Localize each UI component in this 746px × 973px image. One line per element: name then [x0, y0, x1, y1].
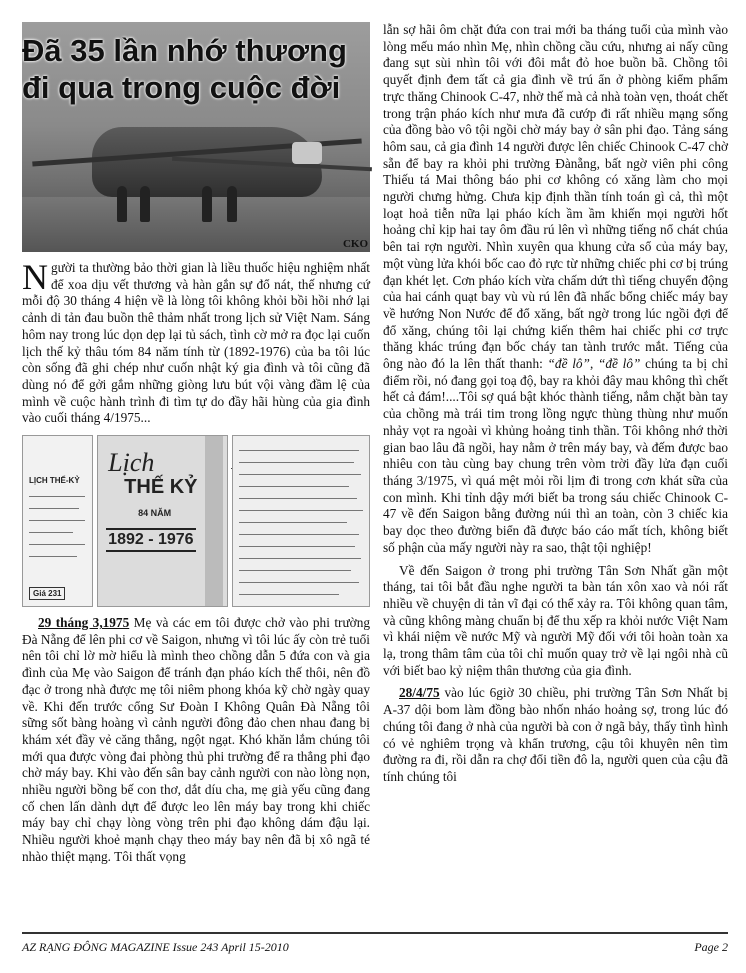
person-figure	[117, 186, 127, 222]
section1-date: 29 tháng 3,1975	[38, 615, 130, 631]
right-column	[383, 22, 728, 786]
section2-text: vào lúc 6giờ 30 chiều, phi trường Tân Sơn Nhất bị A-37 dội bom làm đồng bào nhốn nháo hoảng sợ, trong lúc đó chúng tôi đang ở nhà của người bà con ở ngã bảy, thấy tình hình có vẻ nghiêm trọng và khẩn trương, cậu tôi khuyên nên tìm đường ra đi, rồi dẫn ra chợ đổi tiền đô la, người quen của cậu đã tính chúng tôi	[383, 685, 728, 784]
book-price: Giá 231	[29, 587, 65, 600]
drop-cap: N	[22, 257, 48, 297]
quote-separator: ,	[589, 356, 599, 372]
intro-text: gười ta thường bảo thời gian là liều thuốc hiệu nghiệm nhất để xoa dịu vết thương và hàn gắn sự đổ nát, thế nhưng cứ mỗi độ 30 tháng 4 hiện về là lòng tôi không khỏi bồi hồi nhớ lại cảnh di tản đau buồn thê thảm nhất trong lịch sử Việt Nam. Sáng hôm nay trong lúc dọn dẹp lại tủ sách, tình cờ mở ra đọc lại cuốn lịch thế kỷ thâu tóm 84 năm tính từ (1892-1976) của ba tôi lúc còn sống đã ghi chép như cuốn nhật ký gia đình và tôi cũng đã dùng nó để gởi gắm những giòng lưu bút vội vàng đầm lệ của mình về cuộc hành trình đi tìm tự do đầy hãi hùng của gia đình vào cuối tháng 4/1975...	[22, 260, 370, 426]
book-small-label: LỊCH THẾ-KỶ	[29, 476, 80, 486]
book-title-page	[22, 435, 93, 607]
hero-photo	[22, 22, 370, 252]
book-handwritten-page	[232, 435, 370, 607]
right-text-1: lẫn sợ hãi ôm chặt đứa con trai mới ba tháng tuổi của mình vào lòng mếu máo nhìn Mẹ, nhìn chồng cầu cứu, nhưng ai nấy cũng đang sụt sùi nhìn tôi với đôi mắt đỏ hoe buồn bã. Chồng tôi quyết định đem tất cả gia đình về trú ẩn ở phòng kiểm phẩm trực thăng Chinook C-47, nhờ thế mà cả nhà toàn vẹn, thoát chết trong trận pháo kích như mưa đã cướp đi rất nhiều mạng sống của đồng bào vô tội ngồi chờ máy bay ở sân phi đạo. Tảng sáng hôm sau, cả gia đình 14 người được lên chiếc Chinook C-47 chờ sẵn để bay ra khỏi phi trường Đànẵng, bất ngờ viên phi công Thiếu tá Mai thông báo phi cơ không có xăng làm cho mọi người chưng hửng. Chưa kịp định thần tính toán gì cả, thì một loạt hoả tiễn nữa lại pháo kích ầm ầm khiến mọi người hốt hoảng chỉ kịp hai tay ôm đầu rú lên vì những tiếng nổ chát chúa bên tai rợn người. Nhìn xuyên qua khung cửa sổ của máy bay, một vùng lửa khói bốc cao đỏ rực từ những chiếc phi cơ bị trúng đạn khét lẹt. Cơn pháo kích vừa chấm dứt thì tiếng chuyển động của hai cánh quạt bay vù vù rú lên đã nhấc bổng chiếc máy bay về hướng Non Nước để đổ xăng, bất ngờ trong lúc ngồi đợi để đổ xăng, chúng tôi lại chứng kiến thêm hai chiếc phi cơ trực thăng khác trúng đạn bốc cháy tan tành trước mắt. Tiếng của ông nào đó la lên thất thanh:	[383, 22, 728, 372]
left-column	[22, 22, 370, 866]
person-figure	[202, 186, 212, 222]
book-photos	[22, 435, 370, 605]
book-cover	[97, 435, 227, 607]
person-figure	[140, 186, 150, 222]
quote-de-lo-2: “đề lô”	[598, 356, 641, 372]
hero-ground	[22, 197, 370, 252]
book-cover-years-label: 84 NĂM	[138, 508, 172, 519]
quote-de-lo-1: “đề lô”	[547, 356, 590, 372]
book-cover-title: THẾ KỶ	[124, 476, 198, 499]
right-paragraph-1	[383, 22, 728, 557]
person-figure	[227, 186, 237, 222]
section1-text: Mẹ và các em tôi được chở vào phi trường Đà Nẵng để lên phi cơ về Saigon, nhưng vì tôi lúc ấy còn trẻ tuổi nên tôi chỉ lờ mờ hiểu là mình theo chồng dẫn 5 đứa con và gia đình của Mẹ vào Saigon để tránh đạn pháo kích thế thôi, nên đồ đạc ở trong nhà được mẹ tôi niêm phong khóa kỹ chờ ngày quay về. Khi đến trước cổng Sư Đoàn I Không Quân Đà Nẵng tôi sững sốt bàng hoàng vì cảnh người đông đảo chen nhau đang bị khám xét đầy vẻ căng thẳng, ngột ngạt. Khó khăn lắm chúng tôi mới qua được vòng đai phòng thủ phi trường để ra thẳng phi đạo chờ máy bay. Khi vào đến sân bay cảnh người con nào lòng nọn, nhiều người bồng bế con thơ, dắt díu cha, mẹ già yếu cũng đang cố chen lấn dành dựt để được leo lên máy bay trong khi chiếc máy bay chỉ chạy lòng vòng trên phi đạo không dám đậu lại. Nhiều người khoẻ mạnh chạy theo máy bay nên đã bị xô ngã té nhào thiệt mạng. Tôi thất vọng	[22, 615, 370, 864]
right-text-1-end: chúng ta bị chỉ điểm rồi, nó đang gọi toạ độ, bay ra khỏi đây mau không thì chết hết cả đám!....Tôi sợ quá bật khóc thành tiếng, nắm chặt bàn tay của chồng mà trái tim trong lồng ngực thùng thùng như muốn nhảy vọt ra ngoài vì khủng hoảng tinh thần. Tôi không nhớ thời gian bao lâu đã ngồi, hay nằm ở trên máy bay, và đếm được bao nhiêu con tàu cùng bay chung trên vòm trời đầy lửa đạn cuối tháng 3/1975, vì quá mệt mỏi rồi lịm đi trong cơn khát sữa của con mình. Khi tỉnh dậy mới biết ba trong sáu chiếc Chinook C-47 về đến Saigon bằng đường núi thì an toàn, còn 3 chiếc kia bay dọc theo đường biển đã được báo cáo mất tích, không biết số phận của mấy người này ra sao, thật tội nghiệp!	[383, 356, 729, 555]
right-paragraph-2: Về đến Saigon ở trong phi trường Tân Sơn Nhất gần một tháng, tai tôi bắt đầu nghe người ta bàn tán xôn xao và nói rất nhiều về chuyện di tản vĩ đại có thể xảy ra. Tôi không quan tâm, và cũng không màng chuẩn bị để thu xếp ra khỏi nước Việt Nam vì khái niệm về nước Mỹ và người Mỹ đối với tôi hoàn toàn xa lạ, trong thâm tâm của tôi chỉ muốn quay trở về lại ngôi nhà cũ với biết bao kỷ niệm thân thương của gia đình.	[383, 562, 728, 678]
section2-paragraph	[383, 685, 728, 785]
section1-paragraph	[22, 615, 370, 866]
page-footer	[22, 932, 728, 955]
intro-paragraph	[22, 257, 370, 427]
helicopter-window	[292, 142, 322, 164]
book-cover-script: Lịch	[108, 448, 155, 478]
book-cover-range: 1892 - 1976	[106, 528, 195, 552]
page-number: Page 2	[694, 940, 728, 954]
section2-date: 28/4/75	[399, 685, 440, 701]
article-title: Đã 35 lần nhớ thương đi qua trong cuộc đời	[22, 33, 347, 105]
magazine-issue: AZ RẠNG ĐÔNG MAGAZINE Issue 243 April 15-2010	[22, 940, 289, 954]
photo-credit: CKO	[342, 238, 368, 250]
